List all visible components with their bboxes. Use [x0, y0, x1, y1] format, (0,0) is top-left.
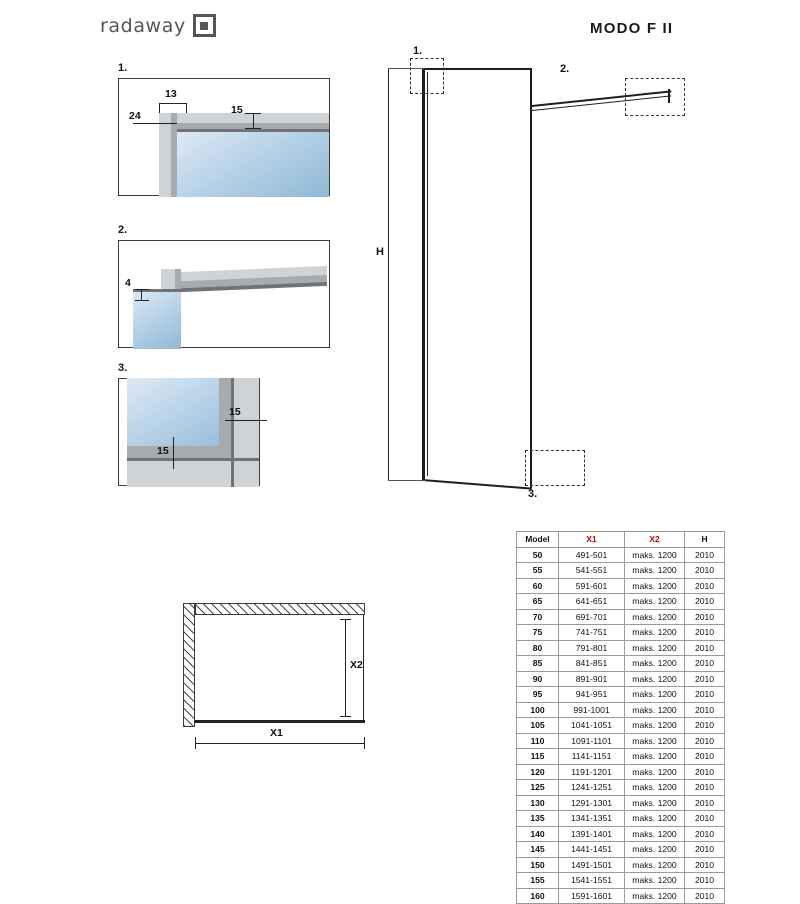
detail-1-box — [118, 78, 330, 196]
table-row — [517, 625, 725, 641]
cell-x1: 1141-1151 — [559, 749, 625, 765]
panel-left-edge — [422, 68, 425, 480]
table-row — [517, 764, 725, 780]
detail-1-dim-15-line — [253, 113, 254, 129]
marker-1-box — [410, 58, 444, 94]
table-row — [517, 718, 725, 734]
cell-h: 2010 — [685, 687, 725, 703]
header-x1: X1 — [559, 532, 625, 548]
cell-x2: maks. 1200 — [625, 656, 685, 672]
table-row — [517, 826, 725, 842]
cell-x1: 741-751 — [559, 625, 625, 641]
detail-1-dim-13-line — [159, 103, 187, 104]
cell-h: 2010 — [685, 888, 725, 904]
marker-1-label: 1. — [413, 45, 423, 57]
cell-x1: 1441-1451 — [559, 842, 625, 858]
detail-2-number: 2. — [118, 224, 128, 236]
detail-1-glass-edge — [177, 129, 329, 132]
main-elevation-drawing — [370, 45, 730, 520]
table-row — [517, 842, 725, 858]
cell-model: 125 — [517, 780, 559, 796]
cell-h: 2010 — [685, 749, 725, 765]
cell-x1: 1541-1551 — [559, 873, 625, 889]
table-row — [517, 656, 725, 672]
page-title: MODO F II — [590, 20, 674, 37]
cell-model: 140 — [517, 826, 559, 842]
plan-x1-tick-right — [364, 737, 365, 749]
detail-3-box — [118, 378, 260, 486]
cell-model: 65 — [517, 594, 559, 610]
table-row — [517, 578, 725, 594]
plan-glass-panel — [195, 720, 365, 723]
panel-inner-line — [427, 72, 428, 476]
cell-h: 2010 — [685, 547, 725, 563]
cell-model: 135 — [517, 811, 559, 827]
cell-h: 2010 — [685, 625, 725, 641]
cell-x1: 541-551 — [559, 563, 625, 579]
header-model: Model — [517, 532, 559, 548]
cell-h: 2010 — [685, 842, 725, 858]
table-row — [517, 687, 725, 703]
cell-h: 2010 — [685, 563, 725, 579]
cell-model: 100 — [517, 702, 559, 718]
plan-right-edge — [363, 615, 364, 721]
height-dim-line — [388, 68, 389, 480]
cell-model: 115 — [517, 749, 559, 765]
cell-x2: maks. 1200 — [625, 733, 685, 749]
detail-3-dim-15a-line — [225, 420, 267, 421]
marker-2-box — [625, 78, 685, 116]
detail-3-frame-horizontal — [127, 446, 231, 458]
cell-h: 2010 — [685, 764, 725, 780]
detail-3-frame-edge-v — [231, 378, 234, 487]
table-row — [517, 609, 725, 625]
table-row — [517, 733, 725, 749]
cell-model: 50 — [517, 547, 559, 563]
cell-h: 2010 — [685, 733, 725, 749]
table-row — [517, 671, 725, 687]
cell-x2: maks. 1200 — [625, 640, 685, 656]
height-dim-tick-top — [388, 68, 424, 69]
table-row — [517, 780, 725, 796]
cell-x1: 1191-1201 — [559, 764, 625, 780]
height-dim-tick-bottom — [388, 480, 426, 481]
cell-x1: 991-1001 — [559, 702, 625, 718]
cell-x1: 1241-1251 — [559, 780, 625, 796]
detail-1-dim-15-label: 15 — [231, 104, 243, 116]
cell-x1: 791-801 — [559, 640, 625, 656]
detail-1-dim-13-tick-b — [186, 103, 187, 113]
cell-x2: maks. 1200 — [625, 625, 685, 641]
cell-model: 95 — [517, 687, 559, 703]
table-row — [517, 795, 725, 811]
plan-x2-label: X2 — [350, 659, 363, 671]
marker-3-box — [525, 450, 585, 486]
plan-x2-tick-bottom — [340, 716, 351, 717]
cell-x2: maks. 1200 — [625, 780, 685, 796]
detail-1-dim-24-line — [133, 123, 177, 124]
detail-1-dim-24-label: 24 — [129, 110, 141, 122]
cell-model: 70 — [517, 609, 559, 625]
detail-3-dim-15a-label: 15 — [229, 406, 241, 418]
detail-1-number: 1. — [118, 62, 128, 74]
cell-h: 2010 — [685, 780, 725, 796]
detail-1-glass — [177, 129, 329, 197]
specification-table — [516, 531, 725, 904]
cell-x2: maks. 1200 — [625, 749, 685, 765]
plan-x2-tick-top — [340, 619, 351, 620]
table-row — [517, 749, 725, 765]
cell-x2: maks. 1200 — [625, 547, 685, 563]
plan-x1-label: X1 — [270, 727, 283, 739]
marker-3-label: 3. — [528, 488, 538, 500]
cell-x2: maks. 1200 — [625, 718, 685, 734]
cell-h: 2010 — [685, 578, 725, 594]
cell-x2: maks. 1200 — [625, 609, 685, 625]
cell-h: 2010 — [685, 857, 725, 873]
plan-drawing — [160, 595, 420, 755]
plan-wall-top — [195, 603, 365, 615]
cell-model: 90 — [517, 671, 559, 687]
cell-model: 120 — [517, 764, 559, 780]
cell-h: 2010 — [685, 795, 725, 811]
square-logo-icon — [193, 14, 216, 37]
cell-x2: maks. 1200 — [625, 811, 685, 827]
table-row — [517, 811, 725, 827]
cell-x1: 1291-1301 — [559, 795, 625, 811]
cell-model: 85 — [517, 656, 559, 672]
cell-x1: 1591-1601 — [559, 888, 625, 904]
cell-x1: 841-851 — [559, 656, 625, 672]
cell-model: 75 — [517, 625, 559, 641]
cell-x1: 1491-1501 — [559, 857, 625, 873]
detail-2-box — [118, 240, 330, 348]
table-row — [517, 702, 725, 718]
plan-x1-dim-line — [195, 743, 365, 744]
marker-2-label: 2. — [560, 63, 570, 75]
table-row — [517, 857, 725, 873]
cell-x1: 1391-1401 — [559, 826, 625, 842]
cell-model: 55 — [517, 563, 559, 579]
table-row — [517, 873, 725, 889]
table-row — [517, 563, 725, 579]
cell-x2: maks. 1200 — [625, 702, 685, 718]
cell-x2: maks. 1200 — [625, 826, 685, 842]
table-row — [517, 594, 725, 610]
cell-h: 2010 — [685, 609, 725, 625]
cell-model: 150 — [517, 857, 559, 873]
cell-h: 2010 — [685, 640, 725, 656]
table-header-row — [517, 532, 725, 548]
panel-right-edge — [530, 68, 532, 488]
header-h: H — [685, 532, 725, 548]
brand-name: radaway — [100, 14, 186, 37]
header-x2: X2 — [625, 532, 685, 548]
panel-bottom-edge — [422, 479, 532, 490]
cell-x1: 641-651 — [559, 594, 625, 610]
detail-3-frame-edge-h — [127, 458, 259, 461]
cell-h: 2010 — [685, 718, 725, 734]
cell-x1: 491-501 — [559, 547, 625, 563]
cell-h: 2010 — [685, 702, 725, 718]
cell-x2: maks. 1200 — [625, 795, 685, 811]
cell-x1: 591-601 — [559, 578, 625, 594]
cell-h: 2010 — [685, 811, 725, 827]
height-label: H — [376, 246, 384, 258]
plan-wall-left — [183, 603, 195, 727]
table-row — [517, 888, 725, 904]
cell-x1: 941-951 — [559, 687, 625, 703]
cell-x2: maks. 1200 — [625, 842, 685, 858]
detail-1-dim-15-tick-a — [245, 113, 261, 114]
plan-x2-dim-line — [345, 619, 346, 717]
cell-h: 2010 — [685, 671, 725, 687]
plan-x1-tick-left — [195, 737, 196, 749]
cell-h: 2010 — [685, 656, 725, 672]
detail-2-dim-4-label: 4 — [125, 277, 131, 289]
cell-x1: 891-901 — [559, 671, 625, 687]
cell-x2: maks. 1200 — [625, 764, 685, 780]
brand-logo — [100, 14, 216, 37]
detail-3-dim-15b-label: 15 — [157, 445, 169, 457]
table-row — [517, 547, 725, 563]
cell-x1: 1041-1051 — [559, 718, 625, 734]
cell-model: 105 — [517, 718, 559, 734]
cell-x1: 1091-1101 — [559, 733, 625, 749]
cell-model: 160 — [517, 888, 559, 904]
cell-x2: maks. 1200 — [625, 563, 685, 579]
table-row — [517, 640, 725, 656]
cell-x2: maks. 1200 — [625, 671, 685, 687]
cell-h: 2010 — [685, 594, 725, 610]
cell-x2: maks. 1200 — [625, 578, 685, 594]
cell-model: 80 — [517, 640, 559, 656]
cell-model: 155 — [517, 873, 559, 889]
detail-1-dim-15-tick-b — [245, 128, 261, 129]
cell-x2: maks. 1200 — [625, 594, 685, 610]
cell-model: 145 — [517, 842, 559, 858]
detail-1-dim-13-tick-a — [159, 103, 160, 113]
detail-3-dim-15b-line — [173, 437, 174, 469]
detail-1-dim-13-label: 13 — [165, 88, 177, 100]
cell-x1: 1341-1351 — [559, 811, 625, 827]
cell-h: 2010 — [685, 826, 725, 842]
detail-3-number: 3. — [118, 362, 128, 374]
cell-x2: maks. 1200 — [625, 687, 685, 703]
cell-x1: 691-701 — [559, 609, 625, 625]
cell-x2: maks. 1200 — [625, 857, 685, 873]
detail-2-dim-4-tick-b — [135, 300, 149, 301]
cell-x2: maks. 1200 — [625, 888, 685, 904]
cell-model: 110 — [517, 733, 559, 749]
cell-h: 2010 — [685, 873, 725, 889]
detail-2-dim-4-tick-a — [135, 289, 149, 290]
cell-model: 60 — [517, 578, 559, 594]
cell-x2: maks. 1200 — [625, 873, 685, 889]
cell-model: 130 — [517, 795, 559, 811]
